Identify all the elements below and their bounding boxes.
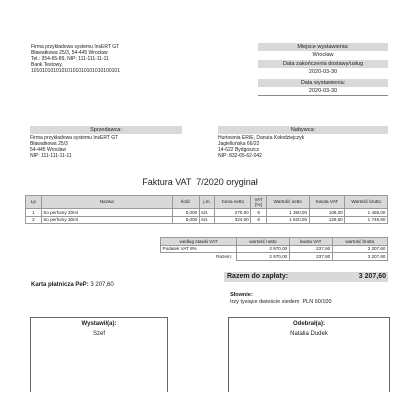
received-by-name: Natalia Dudek	[290, 331, 328, 337]
seller-line: NIP: 111-111-11-11	[30, 153, 72, 159]
delivery-date-value: 2020-03-30	[308, 69, 338, 75]
seller-line: Bławatkowa 25/3	[30, 141, 68, 147]
buyer-box	[218, 126, 388, 159]
issue-date-value: 2020-03-30	[308, 88, 338, 94]
vat-gross-cell: 3 207,60	[332, 245, 387, 253]
cell-vat-rate: 8	[251, 209, 267, 217]
table-row	[26, 209, 388, 217]
seller-header-line: Bławatkowa 25/3, 54-445 Wrocław	[31, 50, 108, 56]
vat-total-vat: 237,60	[289, 253, 332, 261]
cell-unit: szt.	[199, 209, 215, 217]
cell-lp: 2	[26, 216, 42, 224]
amount-in-words-label: Słownie:	[230, 292, 253, 298]
vat-net-cell: 2 970,00	[237, 245, 290, 253]
cell-vat-amount: 108,00	[309, 209, 345, 217]
issued-by-name: Szef	[92, 331, 105, 337]
place-label: Miejsce wystawienia:	[258, 43, 388, 51]
vat-total-net: 2 970,00	[237, 253, 290, 261]
seller-line: Firma przykładowa systemu InsERT GT	[30, 135, 119, 141]
vat-col-gross: wartość brutto	[332, 238, 387, 246]
col-vat-amount: Kwota VAT	[309, 196, 345, 209]
cell-net-value: 1 350,00	[266, 209, 309, 217]
seller-header-line: Firma przykładowa systemu InsERT GT	[31, 44, 120, 50]
amount-in-words	[227, 285, 332, 306]
cell-vat-rate: 8	[251, 216, 267, 224]
items-header-row	[26, 196, 388, 209]
amount-due-label: Razem do zapłaty:	[227, 273, 289, 280]
place-value: Wrocław	[312, 52, 334, 58]
vat-col-vat: kwota VAT	[289, 238, 332, 246]
col-gross-value: Wartość brutto	[345, 196, 388, 209]
vat-col-net: wartość netto	[237, 238, 290, 246]
issue-info	[258, 43, 388, 96]
amount-in-words-value: trzy tysiące dwieście siedem PLN 60/100	[230, 299, 332, 305]
col-net-value: Wartość netto	[266, 196, 309, 209]
cell-lp: 1	[26, 209, 42, 217]
col-vat-rate: VAT [%]	[251, 196, 267, 209]
card-payment-label: Karta płatnicza PeP:	[31, 282, 89, 288]
vat-total-row	[161, 253, 388, 261]
invoice-title: Faktura VAT 7/2020 oryginał	[142, 177, 258, 187]
amount-due-bar	[224, 272, 388, 282]
col-lp: Lp	[26, 196, 42, 209]
seller-header-line: 10101010101010101010101010100101	[31, 68, 120, 74]
vat-total-label: Razem:	[216, 253, 232, 259]
received-by-box	[228, 317, 390, 392]
delivery-date-label: Data zakończenia dostawy/usług	[258, 60, 388, 68]
table-row	[26, 216, 388, 224]
card-payment	[31, 281, 114, 289]
card-payment-value: 3 207,60	[90, 282, 114, 288]
issued-by-box	[30, 317, 168, 392]
table-row	[161, 245, 388, 253]
buyer-line: Jagiellońska 66/22	[218, 141, 260, 147]
received-by-label: Odebrał(a):	[292, 321, 325, 327]
cell-unit: szt.	[199, 216, 215, 224]
cell-net-price: 324,00	[215, 216, 251, 224]
cell-gross-value: 1 458,00	[345, 209, 388, 217]
issue-date-label: Data wystawienia:	[258, 79, 388, 87]
vat-summary-table	[160, 237, 388, 261]
buyer-label: Nabywca:	[218, 126, 388, 134]
cell-vat-amount: 129,60	[309, 216, 345, 224]
buyer-line: Hurtownia ERIE, Danuta Kołodziejczyk	[218, 135, 305, 141]
vat-col-rate: według stawki VAT	[161, 238, 237, 246]
cell-net-value: 1 620,00	[266, 216, 309, 224]
seller-header-line: Bank Testowy,	[31, 62, 63, 68]
amount-due-value: 3 207,60	[358, 273, 386, 280]
cell-name: So perfumy 20ml	[41, 209, 172, 217]
col-net-price: Cena netto	[215, 196, 251, 209]
issued-by-label: Wystawił(a):	[81, 321, 117, 327]
cell-qty: 5,000	[172, 209, 199, 217]
buyer-line: NIP: 832-65-62-042	[218, 153, 262, 159]
vat-total-gross: 3 207,60	[332, 253, 387, 261]
cell-gross-value: 1 749,60	[345, 216, 388, 224]
seller-label: Sprzedawca:	[30, 126, 182, 134]
vat-summary-header-row	[161, 238, 388, 246]
vat-amount-cell: 237,60	[289, 245, 332, 253]
seller-header-line: Tel.: 354-65-89, NIP: 111-111-11-11	[31, 56, 109, 62]
cell-qty: 5,000	[172, 216, 199, 224]
vat-rate-cell: Podatek VAT 8%	[161, 245, 237, 253]
seller-line: 54-445 Wrocław	[30, 147, 67, 153]
seller-box	[30, 126, 182, 159]
seller-header	[31, 44, 221, 74]
cell-name: So perfumy 30ml	[41, 216, 172, 224]
col-unit: j.m.	[199, 196, 215, 209]
col-name: Nazwa	[41, 196, 172, 209]
col-qty: Ilość	[172, 196, 199, 209]
items-table	[25, 195, 388, 224]
buyer-line: 14-622 Bydgoszcz	[218, 147, 260, 153]
cell-net-price: 270,00	[215, 209, 251, 217]
